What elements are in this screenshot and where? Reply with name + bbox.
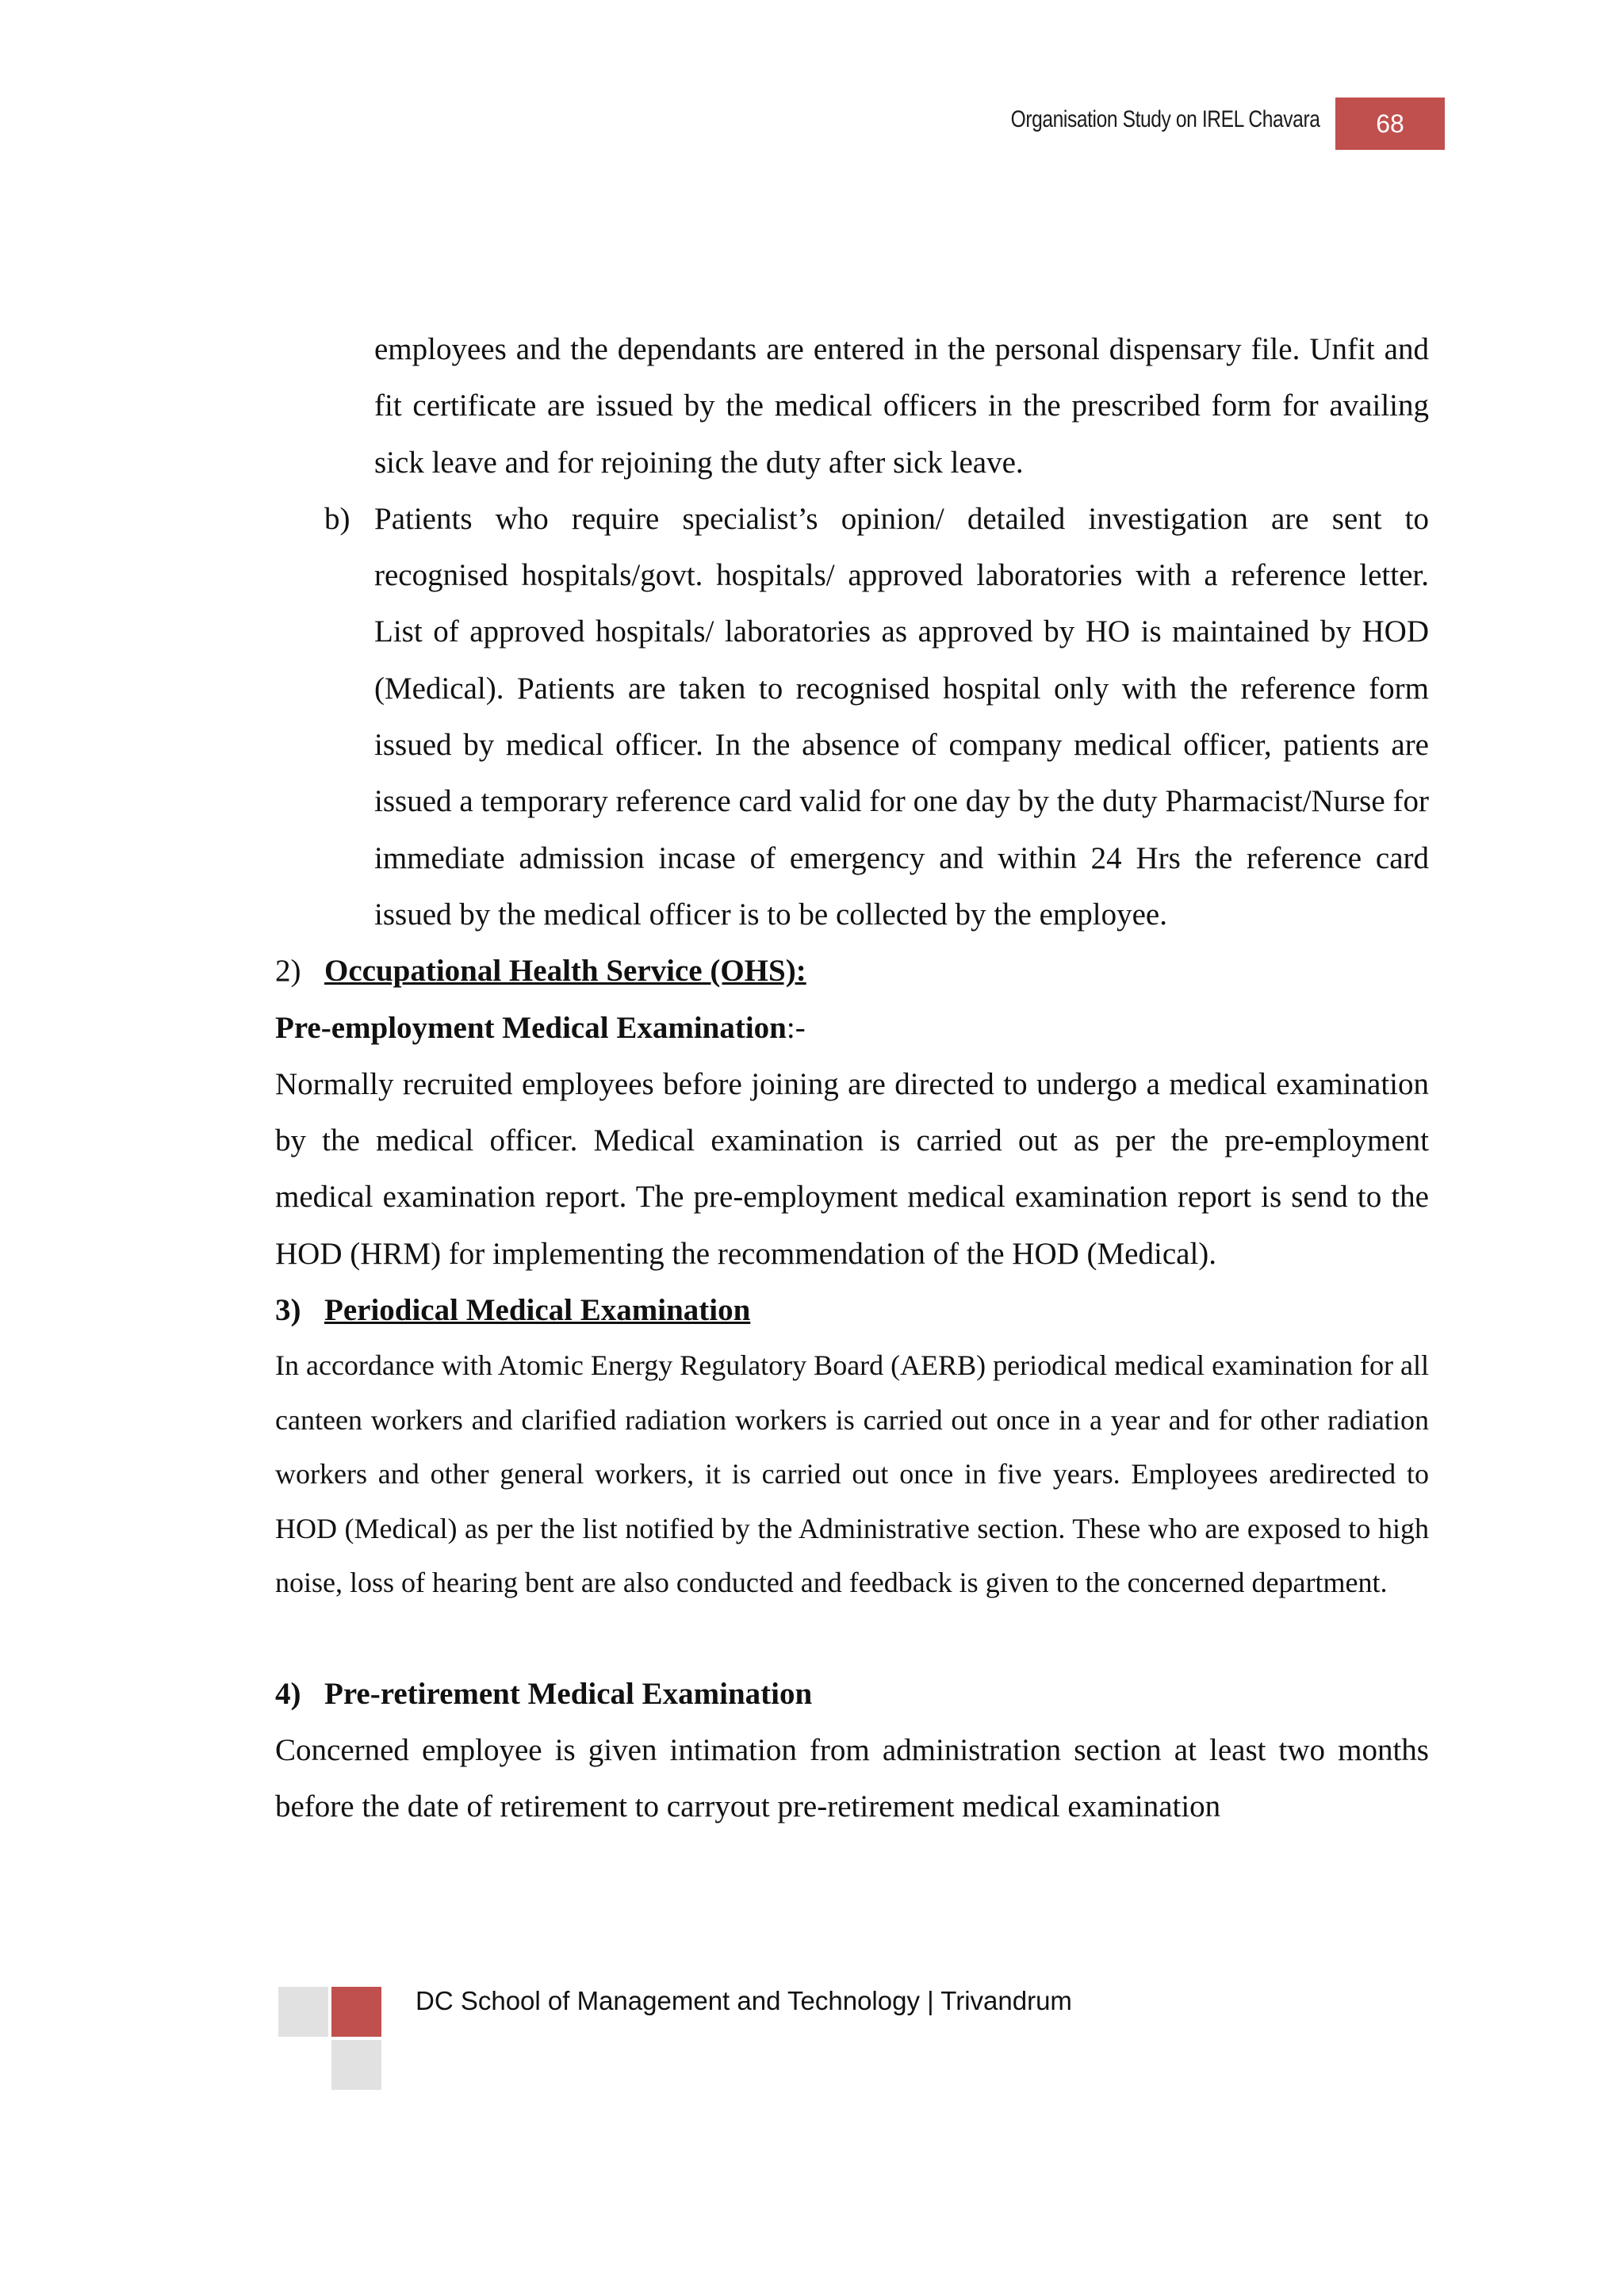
- section-2-number: 2): [275, 954, 301, 989]
- section-3-heading: [275, 1282, 1429, 1338]
- section-4-number: 4): [275, 1676, 301, 1711]
- section-4-title: Pre-retirement Medical Examination: [324, 1676, 813, 1711]
- section-2-heading: [275, 943, 1429, 999]
- section-4-paragraph: Concerned employee is given intimation from administration section at least two months before the date of retirement to carryout pre-retirement medical examination: [275, 1733, 1429, 1824]
- section-3-title: Periodical Medical Examination: [324, 1293, 751, 1328]
- footer-decoration-red-square: [331, 1987, 381, 2037]
- section-2-subtitle-suffix: :-: [786, 1010, 806, 1045]
- section-4-heading: [275, 1666, 1429, 1722]
- section-2-paragraph: Normally recruited employees before joining are directed to undergo a medical examination by the medical officer. Medical examination is carried out as per the pre-employment medical examination report. The pre-employment medical examination report is send to the HOD (HRM) for implementing the recommendation of the HOD (Medical).: [275, 1066, 1429, 1271]
- page-number-badge: 68: [1335, 98, 1445, 150]
- section-3-number: 3): [275, 1293, 301, 1328]
- list-item-b-text: Patients who require specialist’s opinion/ detailed investigation are sent to recognised hospitals/govt. hospitals/ approved laboratories with a reference letter. List of approved hospitals/ laboratories as approved by HO is maintained by HOD (Medical). Patients are taken to recognised hospital only with the reference form issued by medical officer. In the absence of company medical officer, patients are issued a temporary reference card valid for one day by the duty Pharmacist/Nurse for immediate admission incase of emergency and within 24 Hrs the reference card issued by the medical officer is to be collected by the employee.: [374, 501, 1429, 932]
- document-body: [275, 321, 1429, 1835]
- section-2-title: Occupational Health Service (OHS):: [324, 954, 806, 989]
- section-spacer: [275, 1610, 1429, 1666]
- header-title: Organisation Study on IREL Chavara: [1010, 106, 1320, 132]
- section-2-subheading: [275, 1000, 1429, 1056]
- footer-text: DC School of Management and Technology | Trivandrum: [416, 1986, 1072, 2015]
- continued-paragraph: employees and the dependants are entered in the personal dispensary file. Unfit and fit certificate are issued by the medical officers in the prescribed form for availing sick leave and for rejoining the duty after sick leave.: [374, 332, 1429, 480]
- footer-decoration-gray-square: [278, 1987, 328, 2037]
- list-item-b: [275, 491, 1429, 943]
- list-marker-b: b): [324, 501, 350, 536]
- footer-decoration-gray-square-lower: [331, 2040, 381, 2090]
- section-3-paragraph: In accordance with Atomic Energy Regulatory Board (AERB) periodical medical examination for all canteen workers and clarified radiation workers is carried out once in a year and for other radiation workers and other general workers, it is carried out once in five years. Employees aredirected to HOD (Medical) as per the list notified by the Administrative section. These who are exposed to high noise, loss of hearing bent are also conducted and feedback is given to the concerned department.: [275, 1349, 1429, 1599]
- section-2-subtitle: Pre-employment Medical Examination: [275, 1010, 787, 1045]
